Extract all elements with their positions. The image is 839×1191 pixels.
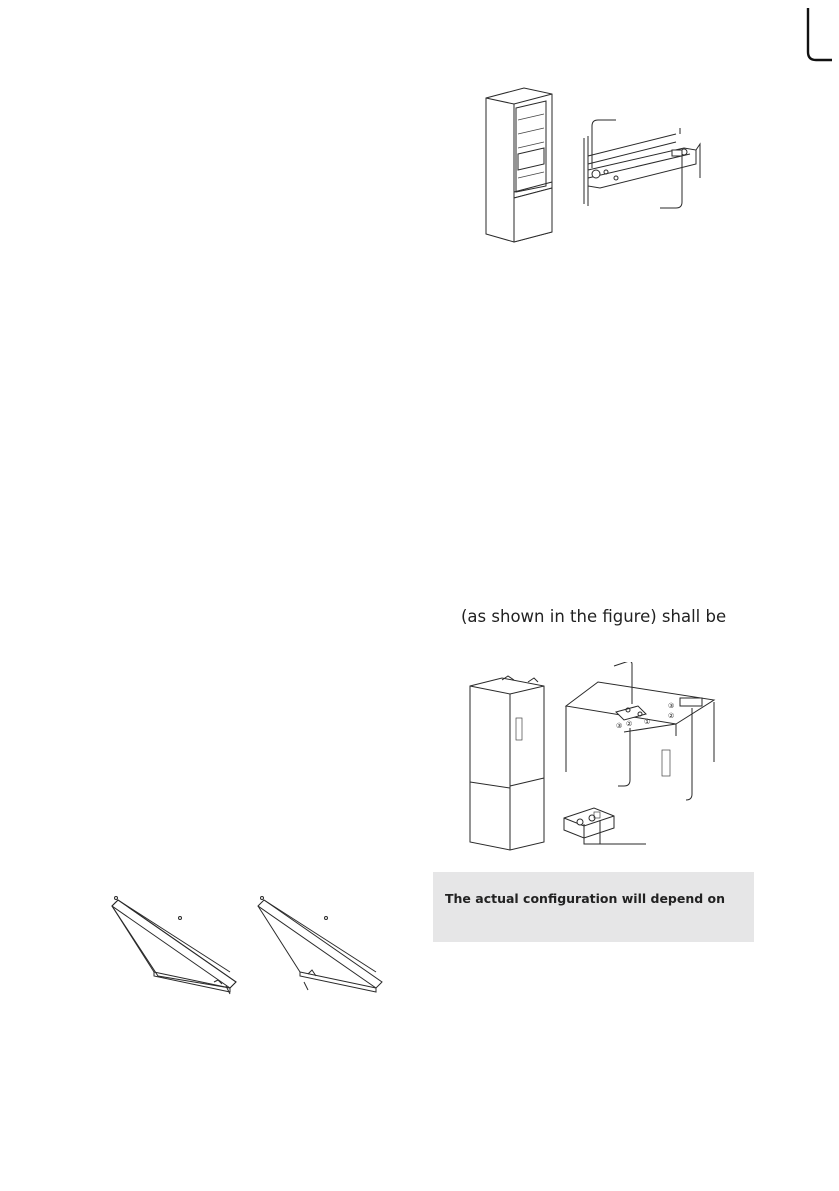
callout-1: ① [644, 718, 651, 726]
note-text: The actual configuration will depend on [445, 891, 726, 906]
callout-3-right: ③ [668, 702, 675, 710]
figure-caption-fragment: (as shown in the figure) shall be [461, 607, 727, 626]
fridge-top-hinge-figure [468, 662, 728, 852]
fridge-door-open-figure [484, 86, 714, 246]
callout-2: ② [626, 720, 633, 728]
door-panel-right-figure [252, 890, 392, 1000]
note-box [433, 872, 754, 942]
callout-3: ③ [616, 722, 623, 730]
callout-2-right: ② [668, 712, 675, 720]
door-panel-left-figure [106, 890, 246, 1000]
corner-bracket-icon [806, 8, 832, 62]
